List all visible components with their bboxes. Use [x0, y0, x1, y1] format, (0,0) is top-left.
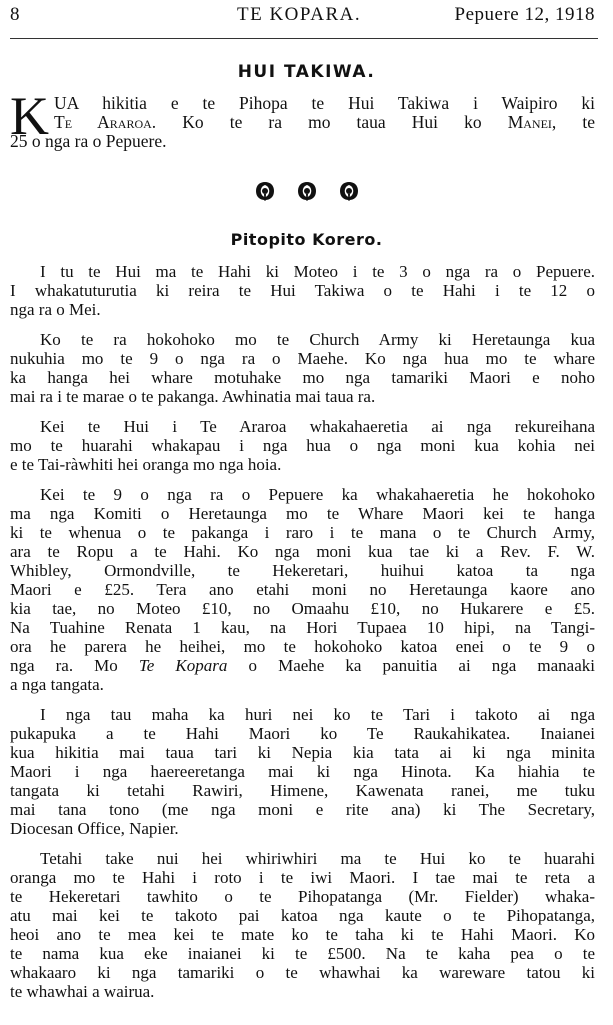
text-line — [10, 262, 595, 281]
text-line — [54, 94, 595, 113]
text-line — [10, 300, 595, 319]
text-segment: I whakatuturutia ki reira te Hui Takiwa o te Hahi i te 12 o — [10, 281, 595, 300]
text-segment: tangata ki tetahi Rawiri, Himene, Kawenata ranei, me tuku — [10, 781, 595, 800]
text-segment: e te Tai-ràwhiti hei oranga mo nga hoia. — [10, 455, 282, 474]
text-segment: Diocesan Office, Napier. — [10, 819, 179, 838]
text-line — [10, 349, 595, 368]
text-line — [10, 849, 595, 868]
drop-cap: K — [10, 86, 49, 146]
text-segment: Tetahi take nui hei whiriwhiri ma te Hui ko te huarahi — [40, 849, 595, 868]
paragraph — [10, 330, 595, 406]
article-title: HUI TAKIWA. — [237, 62, 376, 82]
ornament-row — [0, 180, 613, 207]
text-line — [10, 599, 595, 618]
text-segment: kua hikitia mai taua tari ki Nepia kia tata ai ki nga minita — [10, 743, 595, 762]
text-line — [10, 675, 595, 694]
text-segment: atu mai kei te takoto pai katoa nga kaute o te Pihopatanga, — [10, 906, 595, 925]
text-line — [10, 637, 595, 656]
text-line — [10, 868, 595, 887]
text-segment: Whibley, Ormondville, te Hekeretari, huihui katoa ta nga — [10, 561, 595, 580]
text-segment: mai ra i te marae o te pakanga. Awhinatia mai taua ra. — [10, 387, 376, 406]
paragraph — [10, 849, 595, 1001]
text-segment: I tu te Hui ma te Hahi ki Moteo i te 3 o nga ra o Pepuere. — [40, 262, 595, 281]
text-segment: heoi ano te mea kei te mate ko te taha ki te Hahi Maori. Ko — [10, 925, 595, 944]
text-line — [10, 132, 595, 151]
text-segment: oranga mo te Hahi i roto i te iwi Maori. I tae mai te reta a — [10, 868, 595, 887]
text-line — [10, 982, 595, 1001]
page-number: 8 — [10, 4, 20, 25]
text-segment: Maori e £25. Tera ano etahi moni no Heretaunga kaore ano — [10, 580, 595, 599]
text-line — [10, 436, 595, 455]
text-segment: Kei te 9 o nga ra o Pepuere ka whakahaeretia he hokohoko — [40, 485, 595, 504]
text-line — [10, 743, 595, 762]
text-segment: , te — [551, 112, 595, 132]
text-segment: Maori i nga haereeretanga mai ki nga Hinota. Ka hiahia te — [10, 762, 595, 781]
text-segment: kia tae, no Moteo £10, no Omaahu £10, no Hukarere e £5. — [10, 599, 595, 618]
text-segment: . Ko te ra mo taua Hui ko — [151, 112, 508, 132]
text-line — [10, 906, 595, 925]
text-line — [10, 387, 595, 406]
text-line — [10, 724, 595, 743]
text-line — [10, 580, 595, 599]
text-line — [10, 800, 595, 819]
text-line — [10, 455, 595, 474]
text-line — [10, 368, 595, 387]
text-line — [10, 705, 595, 724]
issue-date: Pepuere 12, 1918 — [454, 4, 595, 25]
running-header — [10, 2, 595, 32]
text-segment: pukapuka a te Hahi Maori ko Te Raukahikatea. Inaianei — [10, 724, 595, 743]
text-line — [10, 523, 595, 542]
fleuron-icon — [338, 180, 360, 202]
text-segment: ora he parera he heihei, mo te hokohoko katoa enei o te 9 o — [10, 637, 595, 656]
section-title: Pitopito Korero. — [230, 230, 383, 249]
publication-title: TE KOPARA. — [237, 4, 362, 25]
paragraph — [10, 485, 595, 694]
text-segment: nga ra. Mo — [10, 656, 139, 675]
text-segment: I nga tau maha ka huri nei ko te Tari i takoto ai nga — [40, 705, 595, 724]
fleuron-icon — [254, 180, 276, 202]
text-line — [10, 281, 595, 300]
text-line — [54, 113, 595, 132]
text-segment: 25 o nga ra o Pepuere. — [10, 131, 167, 151]
intro-indented-lines — [54, 94, 595, 132]
text-line — [10, 485, 595, 504]
text-line — [10, 781, 595, 800]
text-segment: nga ra o Mei. — [10, 300, 101, 319]
text-segment: Ko te ra hokohoko mo te Church Army ki Heretaunga kua — [40, 330, 595, 349]
text-segment: whakaaro ki nga tamariki o te whawhai ka wareware tatou ki — [10, 963, 595, 982]
article-intro — [10, 86, 595, 151]
text-segment: Kei te Hui i Te Araroa whakahaeretia ai nga rekureihana — [40, 417, 595, 436]
text-segment: nukuhia mo te 9 o nga ra o Maehe. Ko nga hua mo te whare — [10, 349, 595, 368]
text-segment: ma nga Komiti o Heretaunga mo te Whare Maori kei te hanga — [10, 504, 595, 523]
text-line — [10, 925, 595, 944]
paragraph — [10, 417, 595, 474]
paragraph — [10, 705, 595, 838]
text-segment: Na Tuahine Renata 1 kau, na Hori Tupaea 10 hipi, na Tangi- — [10, 618, 595, 637]
text-segment: a nga tangata. — [10, 675, 104, 694]
text-segment: mo te huarahi whakapau i nga hua o nga moni kua kohia nei — [10, 436, 595, 455]
text-segment: te whawhai a wairua. — [10, 982, 155, 1001]
text-segment: te nama kua eke inaianei ki te £500. Na te kaha pea o te — [10, 944, 595, 963]
text-line — [10, 963, 595, 982]
text-line — [10, 618, 595, 637]
text-segment: ki te whenua o te pakanga i raro i te mana o te Church Army, — [10, 523, 595, 542]
fleuron-icon — [296, 180, 318, 202]
text-line — [10, 656, 595, 675]
text-segment: ara te Ropu a te Hahi. Ko nga moni kua tae ki a Rev. F. W. — [10, 542, 595, 561]
text-segment: ka hanga hei whare motuhake mo nga tamariki Maori e noho — [10, 368, 595, 387]
text-line — [10, 504, 595, 523]
text-segment: UA hikitia e te Pihopa te Hui Takiwa i Waipiro ki — [54, 93, 595, 113]
header-rule — [10, 38, 598, 39]
text-line — [10, 819, 595, 838]
text-line — [10, 944, 595, 963]
paragraph — [10, 262, 595, 319]
text-line — [10, 762, 595, 781]
text-line — [10, 561, 595, 580]
text-segment: mai tana tono (me nga moni e rite ana) ki The Secretary, — [10, 800, 595, 819]
text-segment: te Hekeretari tawhito o te Pihopatanga (Mr. Fielder) whaka- — [10, 887, 595, 906]
section-body — [10, 262, 595, 1012]
text-line — [10, 887, 595, 906]
text-segment: Te Araroa — [54, 112, 152, 132]
text-line — [10, 417, 595, 436]
text-segment: Te Kopara — [138, 656, 228, 675]
text-line — [10, 330, 595, 349]
text-segment: Manei — [507, 112, 552, 132]
text-segment: o Maehe ka panuitia ai nga manaaki — [227, 656, 595, 675]
text-line — [10, 542, 595, 561]
